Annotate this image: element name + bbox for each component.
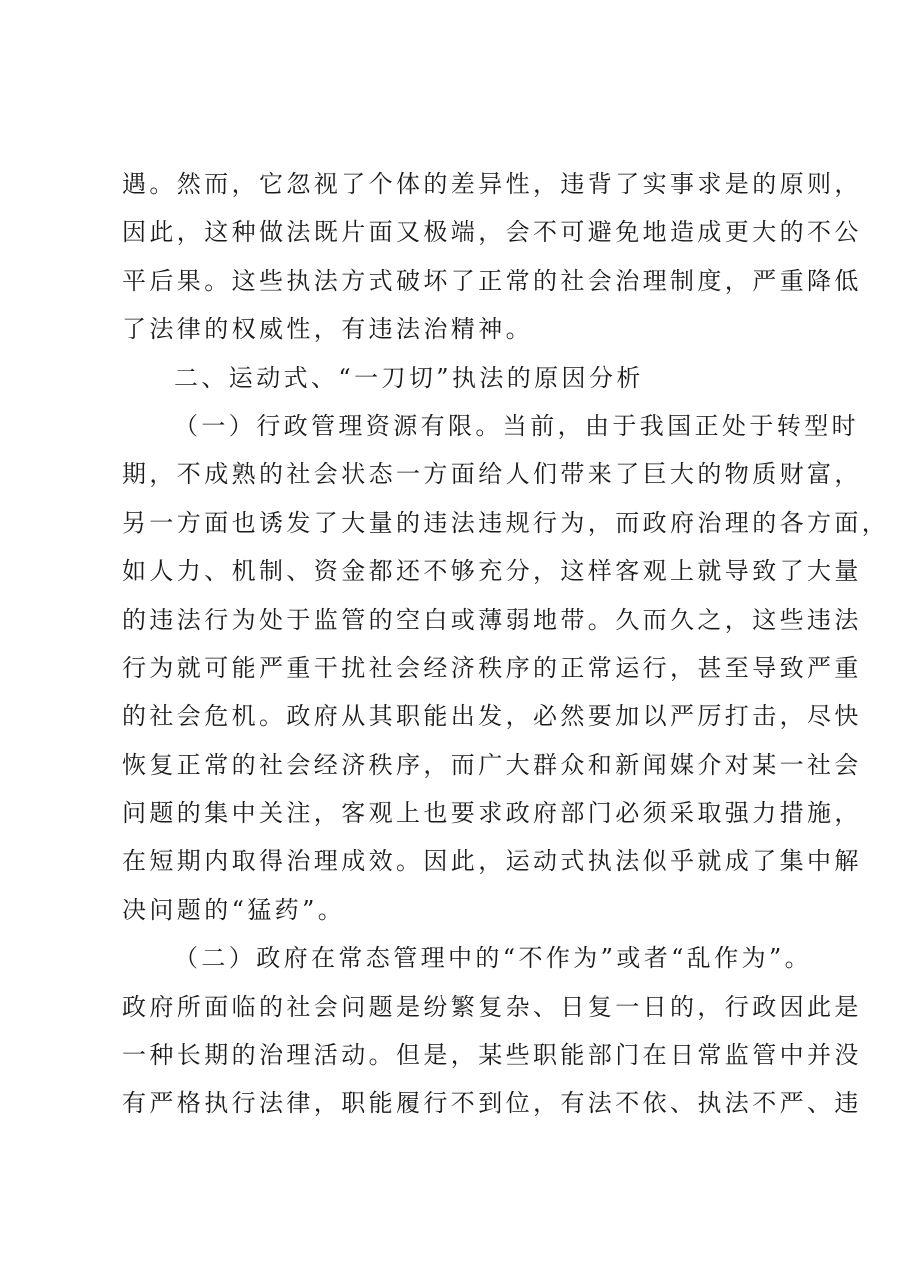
text-line: 如人力、机制、资金都还不够充分，这样客观上就导致了大量: [122, 557, 862, 586]
text-line: 在短期内取得治理成效。因此，运动式执法似乎就成了集中解: [122, 847, 862, 876]
text-line: 的社会危机。政府从其职能出发，必然要加以严厉打击，尽快: [122, 702, 862, 731]
text-line: 一种长期的治理活动。但是，某些职能部门在日常监管中并没: [122, 1041, 862, 1070]
text-line: 了法律的权威性，有违法治精神。: [122, 315, 533, 344]
text-line: 因此，这种做法既片面又极端，会不可避免地造成更大的不公: [122, 218, 862, 247]
text-line: 决问题的“猛药”。: [122, 895, 346, 924]
body-text: [122, 160, 890, 1128]
text-line: 期，不成熟的社会状态一方面给人们带来了巨大的物质财富，: [122, 460, 862, 489]
paragraph-first-line: （二）政府在常态管理中的“不作为”或者“乱作为”。: [174, 944, 813, 973]
text-line: 恢复正常的社会经济秩序，而广大群众和新闻媒介对某一社会: [122, 750, 862, 779]
text-line: 遇。然而，它忽视了个体的差异性，违背了实事求是的原则，: [122, 170, 862, 198]
paragraph-first-line: （一）行政管理资源有限。当前，由于我国正处于转型时: [174, 411, 859, 440]
text-line: 的违法行为处于监管的空白或薄弱地带。久而久之，这些违法: [122, 605, 862, 634]
text-line: 问题的集中关注，客观上也要求政府部门必须采取强力措施，: [122, 799, 862, 828]
text-line: 另一方面也诱发了大量的违法违规行为，而政府治理的各方面，: [122, 508, 890, 537]
text-line: 政府所面临的社会问题是纷繁复杂、日复一日的，行政因此是: [122, 992, 862, 1021]
text-line: 有严格执行法律，职能履行不到位，有法不依、执法不严、违: [122, 1089, 862, 1118]
text-line: 平后果。这些执法方式破坏了正常的社会治理制度，严重降低: [122, 266, 862, 295]
text-line: 行为就可能严重干扰社会经济秩序的正常运行，甚至导致严重: [122, 653, 862, 682]
section-heading: 二、运动式、“一刀切”执法的原因分析: [174, 363, 644, 392]
